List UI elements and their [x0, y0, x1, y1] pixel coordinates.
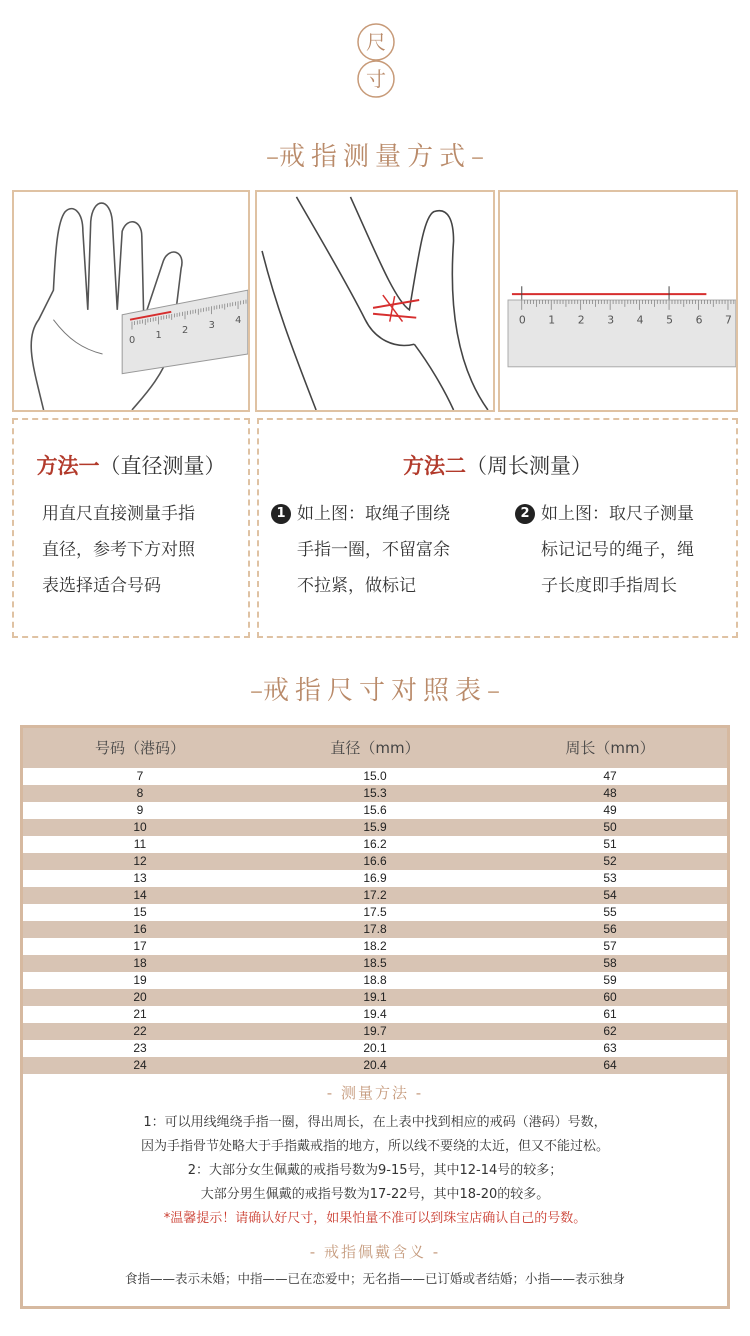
diameter-cell: 17.8 — [363, 922, 387, 936]
size-cell: 18 — [133, 956, 147, 970]
circumference-cell: 56 — [603, 922, 617, 936]
diameter-cell: 19.4 — [363, 1007, 387, 1021]
diameter-cell: 15.3 — [363, 786, 387, 800]
step-one-badge: 1 — [271, 504, 291, 524]
ruler-tick-label: 3 — [607, 313, 615, 327]
table-row — [23, 989, 727, 1006]
size-cell: 23 — [133, 1041, 147, 1055]
size-cell: 22 — [133, 1024, 147, 1038]
table-row — [23, 853, 727, 870]
size-cell: 11 — [133, 837, 147, 851]
method-two-box — [257, 418, 738, 638]
table-row — [23, 921, 727, 938]
diameter-cell: 18.8 — [363, 973, 387, 987]
circumference-cell: 58 — [603, 956, 617, 970]
diameter-illustration — [12, 190, 250, 412]
table-row — [23, 836, 727, 853]
table-header — [23, 728, 727, 768]
header-circumference: 周长（mm） — [565, 739, 655, 757]
ruler-tick-label: 1 — [548, 313, 556, 327]
measure-note-1: 1：可以用线绳绕手指一圈，得出周长，在上表中找到相应的戒码（港码）号数， — [143, 1115, 607, 1130]
size-cell: 20 — [133, 990, 147, 1004]
method-two-step-one: 1 如上图：取绳子围绕 手指一圈，不留富余 不拉紧，做标记 — [271, 496, 450, 604]
diameter-cell: 20.4 — [363, 1058, 387, 1072]
step-two-badge: 2 — [515, 504, 535, 524]
diameter-cell: 16.9 — [363, 871, 387, 885]
circumference-cell: 64 — [603, 1058, 617, 1072]
table-body — [23, 768, 727, 1074]
ruler-tick-label: 1 — [155, 330, 162, 342]
ruler-illustration — [498, 190, 738, 412]
ruler-tick-label: 6 — [695, 313, 703, 327]
circumference-cell: 59 — [603, 973, 617, 987]
circumference-cell: 62 — [603, 1024, 617, 1038]
ruler-tick-label: 0 — [129, 335, 136, 347]
ruler-tick-label: 2 — [182, 325, 189, 337]
svg-text:寸: 寸 — [366, 67, 386, 91]
warning-note: *温馨提示！请确认好尺寸，如果怕量不准可以到珠宝店确认自己的号数。 — [163, 1211, 587, 1226]
circumference-cell: 57 — [603, 939, 617, 953]
size-cell: 13 — [133, 871, 147, 885]
table-row — [23, 1057, 727, 1074]
diameter-cell: 18.2 — [363, 939, 387, 953]
circumference-cell: 61 — [603, 1007, 617, 1021]
circumference-cell: 47 — [603, 769, 617, 783]
diameter-cell: 15.0 — [363, 769, 387, 783]
ruler-tick-label: 2 — [577, 313, 585, 327]
measure-note-3: 2：大部分女生佩戴的戒指号数为9-15号，其中12-14号的较多； — [187, 1163, 563, 1178]
table-row — [23, 768, 727, 785]
table-row — [23, 972, 727, 989]
measure-note-2: 因为手指骨节处略大于手指戴戒指的地方，所以线不要绕的太近，但又不能过松。 — [140, 1139, 609, 1154]
ruler-tick-label: 3 — [208, 319, 215, 331]
ruler-tick-label: 4 — [636, 313, 644, 327]
svg-text:尺: 尺 — [366, 30, 386, 54]
diameter-cell: 17.2 — [363, 888, 387, 902]
table-row — [23, 802, 727, 819]
diameter-cell: 19.7 — [363, 1024, 387, 1038]
size-cell: 17 — [133, 939, 147, 953]
size-cell: 21 — [133, 1007, 147, 1021]
header-size: 号码（港码） — [94, 739, 185, 757]
table-row — [23, 870, 727, 887]
method-two-step-two: 2 如上图：取尺子测量 标记记号的绳子，绳 子长度即手指周长 — [515, 496, 694, 604]
circumference-cell: 48 — [603, 786, 617, 800]
measure-method-title: - 测量方法 - — [326, 1084, 424, 1102]
size-cell: 19 — [133, 973, 147, 987]
table-row — [23, 904, 727, 921]
circumference-illustration — [255, 190, 495, 412]
size-cell: 10 — [133, 820, 147, 834]
method-one-box — [12, 418, 250, 638]
meaning-title: - 戒指佩戴含义 - — [309, 1243, 441, 1261]
ruler-tick-label: 0 — [518, 313, 526, 327]
circumference-cell: 50 — [603, 820, 617, 834]
circumference-cell: 54 — [603, 888, 617, 902]
ruler-tick-label: 5 — [666, 313, 673, 327]
method-one-text: 用直尺直接测量手指 直径，参考下方对照 表选择适合号码 — [42, 504, 195, 596]
diameter-cell: 15.6 — [363, 803, 387, 817]
method-one-title: 方法一（直径测量） — [36, 453, 226, 478]
table-row — [23, 785, 727, 802]
table-row — [23, 1006, 727, 1023]
circumference-cell: 51 — [603, 837, 617, 851]
meaning-text: 食指——表示未婚；中指——已在恋爱中；无名指——已订婚或者结婚；小指——表示独身 — [124, 1271, 625, 1286]
table-row — [23, 819, 727, 836]
size-cell: 16 — [133, 922, 147, 936]
diameter-cell: 18.5 — [363, 956, 387, 970]
size-cell: 24 — [133, 1058, 147, 1072]
ruler-tick-label: 7 — [725, 313, 732, 327]
size-seal-logo — [354, 22, 398, 100]
table-row — [23, 1023, 727, 1040]
size-cell: 9 — [136, 803, 144, 817]
diameter-cell: 17.5 — [363, 905, 387, 919]
diameter-cell: 16.2 — [363, 837, 387, 851]
methods-section-title: –戒指测量方式– — [265, 142, 484, 172]
measure-note-4: 大部分男生佩戴的戒指号数为17-22号，其中18-20的较多。 — [200, 1187, 550, 1202]
size-cell: 12 — [133, 854, 147, 868]
ring-size-table — [20, 725, 730, 1309]
circumference-cell: 63 — [603, 1041, 617, 1055]
table-row — [23, 887, 727, 904]
size-table-title: –戒指尺寸对照表– — [249, 676, 500, 706]
diameter-cell: 15.9 — [363, 820, 387, 834]
size-cell: 8 — [136, 786, 144, 800]
circumference-cell: 55 — [603, 905, 617, 919]
circumference-cell: 52 — [603, 854, 617, 868]
size-cell: 14 — [133, 888, 147, 902]
table-row — [23, 955, 727, 972]
table-row — [23, 1040, 727, 1057]
method-two-title: 方法二（周长测量） — [403, 453, 592, 478]
circumference-cell: 60 — [603, 990, 617, 1004]
diameter-cell: 16.6 — [363, 854, 387, 868]
table-row — [23, 938, 727, 955]
circumference-cell: 53 — [603, 871, 617, 885]
diameter-cell: 19.1 — [363, 990, 387, 1004]
size-cell: 15 — [133, 905, 147, 919]
header-diameter: 直径（mm） — [330, 739, 420, 757]
size-cell: 7 — [136, 769, 144, 783]
diameter-cell: 20.1 — [363, 1041, 387, 1055]
circumference-cell: 49 — [603, 803, 617, 817]
ruler-tick-label: 4 — [235, 314, 242, 326]
